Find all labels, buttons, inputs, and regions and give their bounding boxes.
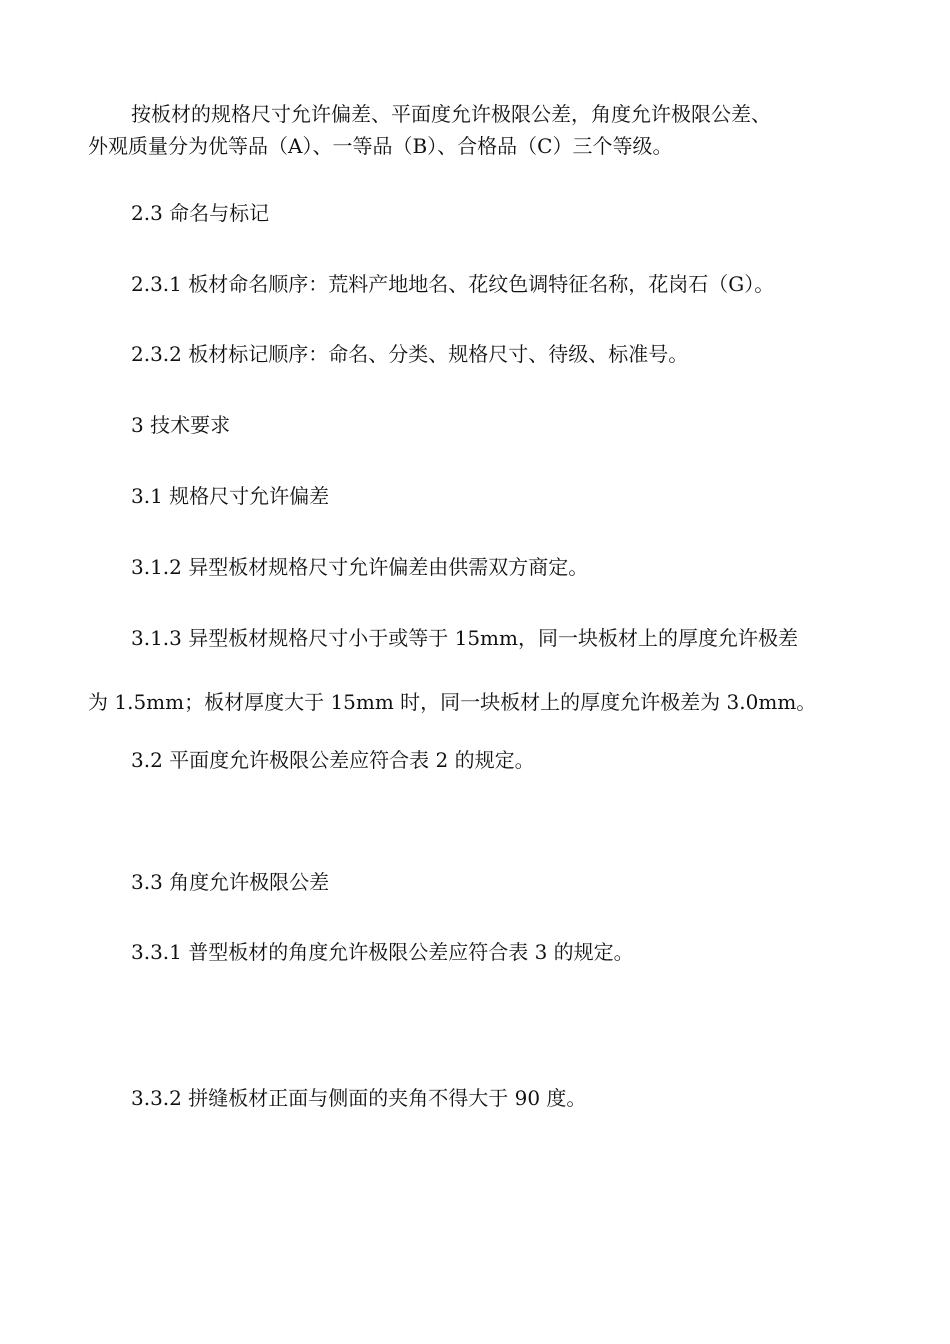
paragraph-line: 为 1.5mm；板材厚度大于 15mm 时，同一块板材上的厚度允许极差为 3.0mm。 — [88, 690, 817, 714]
paragraph-2-3-1: 2.3.1 板材命名顺序：荒料产地地名、花纹色调特征名称，花岗石（G）。 — [131, 272, 775, 296]
heading-3: 3 技术要求 — [131, 413, 231, 437]
paragraph-3-1-2: 3.1.2 异型板材规格尺寸允许偏差由供需双方商定。 — [131, 555, 589, 579]
paragraph-line: 3.1.3 异型板材规格尺寸小于或等于 15mm，同一块板材上的厚度允许极差 — [131, 626, 798, 650]
paragraph-3-2: 3.2 平面度允许极限公差应符合表 2 的规定。 — [131, 748, 535, 772]
paragraph-3-3-1: 3.3.1 普型板材的角度允许极限公差应符合表 3 的规定。 — [131, 940, 634, 964]
paragraph-grading-intro — [88, 98, 858, 162]
heading-3-3: 3.3 角度允许极限公差 — [131, 870, 330, 894]
heading-3-1: 3.1 规格尺寸允许偏差 — [131, 484, 330, 508]
heading-2-3: 2.3 命名与标记 — [131, 201, 270, 225]
paragraph-3-1-3 — [88, 606, 858, 734]
paragraph-line: 按板材的规格尺寸允许偏差、平面度允许极限公差，角度允许极限公差、 — [131, 102, 771, 126]
paragraph-line: 外观质量分为优等品（A）、一等品（B）、合格品（C）三个等级。 — [88, 134, 673, 158]
paragraph-3-3-2: 3.3.2 拼缝板材正面与侧面的夹角不得大于 90 度。 — [131, 1086, 587, 1110]
paragraph-2-3-2: 2.3.2 板材标记顺序：命名、分类、规格尺寸、待级、标准号。 — [131, 342, 689, 366]
